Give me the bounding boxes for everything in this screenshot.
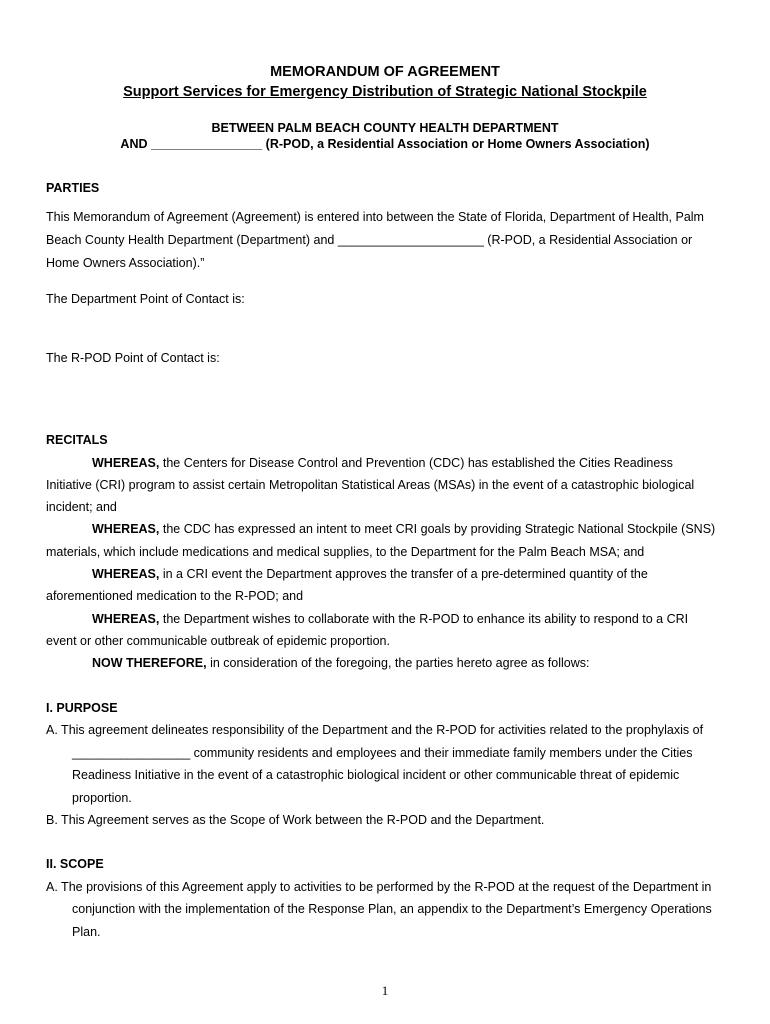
whereas-keyword: WHEREAS, xyxy=(92,567,160,581)
scope-heading: II. SCOPE xyxy=(46,857,104,871)
document-subtitle: Support Services for Emergency Distribution of Strategic National Stockpile xyxy=(123,84,647,100)
purpose-heading: I. PURPOSE xyxy=(46,701,118,715)
whereas-1-line-1 xyxy=(92,456,673,470)
whereas-keyword: WHEREAS, xyxy=(92,612,160,626)
whereas-1-text: the Centers for Disease Control and Prevention (CDC) has established the Cities Readiness xyxy=(159,456,673,470)
whereas-2-line-1 xyxy=(92,522,715,536)
whereas-1-line-2: Initiative (CRI) program to assist certain Metropolitan Statistical Areas (MSAs) in the event of a catastrophic biological xyxy=(46,478,695,492)
parties-paragraph-line-2: Beach County Health Department (Department) and _____________________ (R-POD, a Residential Association or xyxy=(46,233,693,247)
scope-a-line-2: conjunction with the implementation of the Response Plan, an appendix to the Department’s Emergency Operations xyxy=(72,902,712,916)
rpod-contact-label: The R-POD Point of Contact is: xyxy=(46,351,220,365)
whereas-3-line-2: aforementioned medication to the R-POD; and xyxy=(46,589,304,603)
scope-a-line-3: Plan. xyxy=(72,925,101,939)
whereas-2-line-2: materials, which include medications and medical supplies, to the Department for the Palm Beach MSA; and xyxy=(46,545,645,559)
parties-paragraph-line-1: This Memorandum of Agreement (Agreement) is entered into between the State of Florida, Department of Health, Palm xyxy=(46,210,704,224)
purpose-a-line-1: A. This agreement delineates responsibility of the Department and the R-POD for activities related to the prophylaxis of xyxy=(46,723,704,737)
recitals-heading: RECITALS xyxy=(46,433,108,447)
now-therefore-text: in consideration of the foregoing, the parties hereto agree as follows: xyxy=(206,656,590,670)
purpose-a-line-2: _________________ community residents and employees and their immediate family members under the Cities xyxy=(72,746,693,760)
whereas-3-text: in a CRI event the Department approves the transfer of a pre-determined quantity of the xyxy=(159,567,648,581)
between-line-1: BETWEEN PALM BEACH COUNTY HEALTH DEPARTMENT xyxy=(211,121,559,135)
purpose-a-line-4: proportion. xyxy=(72,791,132,805)
whereas-4-line-1 xyxy=(92,612,688,626)
scope-a-line-1: A. The provisions of this Agreement apply to activities to be performed by the R-POD at the request of the Department in xyxy=(46,880,712,894)
between-line-2: AND ________________ (R-POD, a Residential Association or Home Owners Association) xyxy=(120,137,650,151)
now-therefore-line xyxy=(92,656,589,670)
page-number: 1 xyxy=(381,983,389,998)
parties-heading: PARTIES xyxy=(46,181,100,195)
whereas-1-line-3: incident; and xyxy=(46,500,117,514)
whereas-4-line-2: event or other communicable outbreak of epidemic proportion. xyxy=(46,634,390,648)
document-title: MEMORANDUM OF AGREEMENT xyxy=(270,64,500,80)
whereas-4-text: the Department wishes to collaborate with the R-POD to enhance its ability to respond to a CRI xyxy=(159,612,689,626)
purpose-b-line-1: B. This Agreement serves as the Scope of Work between the R-POD and the Department. xyxy=(46,813,545,827)
whereas-2-text: the CDC has expressed an intent to meet CRI goals by providing Strategic National Stockpile (SNS) xyxy=(159,522,716,536)
now-therefore-keyword: NOW THEREFORE, xyxy=(92,656,207,670)
purpose-a-line-3: Readiness Initiative in the event of a catastrophic biological incident or other communicable threat of epidemic xyxy=(72,768,680,782)
whereas-keyword: WHEREAS, xyxy=(92,456,160,470)
whereas-keyword: WHEREAS, xyxy=(92,522,160,536)
department-contact-label: The Department Point of Contact is: xyxy=(46,292,245,306)
parties-paragraph-line-3: Home Owners Association).” xyxy=(46,256,205,270)
whereas-3-line-1 xyxy=(92,567,648,581)
